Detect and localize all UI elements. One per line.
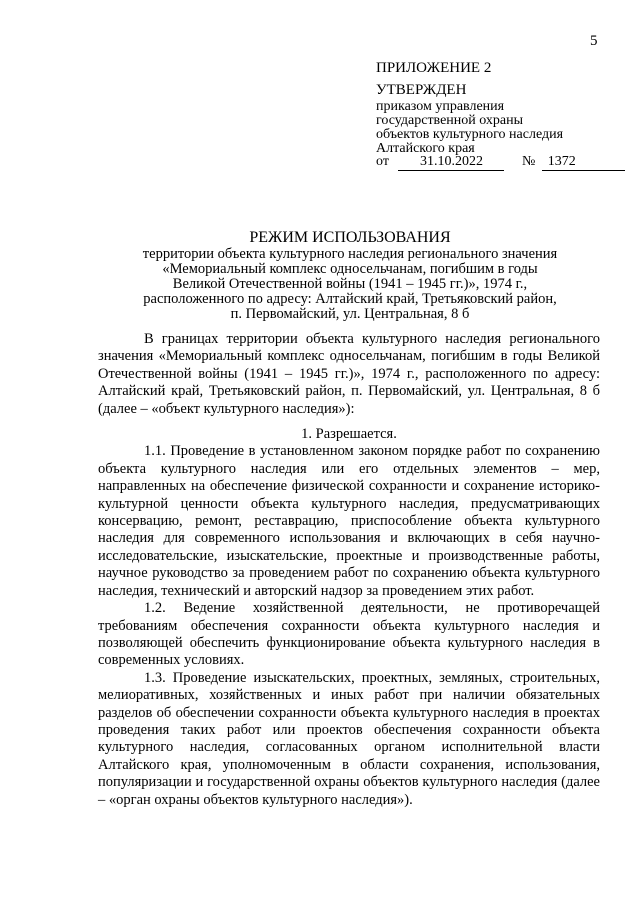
subtitle-line: расположенного по адресу: Алтайский край, Третьяковский район,: [143, 291, 557, 307]
approval-line: государственной охраны: [376, 113, 524, 128]
list-item: 1.3. Проведение изыскательских, проектных, земляных, строительных, мелиоративных, хозяйственных и иных работ при наличии обязательных разделов об обеспечении сохранности объекта культурного наследия в проектах проведения таких работ или проектов обеспечения сохранности объекта культурного наследия, согласованных органом исполнительной власти Алтайского края, уполномоченным в области сохранения, использования, популяризации и государственной охраны объектов культурного наследия (далее – «орган охраны объектов культурного наследия»).: [98, 669, 600, 808]
subtitle-line: п. Первомайский, ул. Центральная, 8 б: [230, 306, 470, 322]
approval-line: приказом управления: [376, 99, 505, 114]
page-number: 5: [590, 33, 598, 49]
section-title: 1. Разрешается.: [301, 426, 397, 443]
appendix-label: ПРИЛОЖЕНИЕ 2: [376, 60, 492, 76]
list-item: 1.1. Проведение в установленном законом порядке работ по сохранению объекта культурного наследия или его отдельных элементов – мер, направленных на обеспечение физической сохранности и сохранение историко-культурной ценности объекта культурного наследия, предусматривающих консервацию, ремонт, реставрацию, приспособление объекта культурного наследия для современного использования и включающих в себя научно-исследовательские, изыскательские, проектные и производственные работы, научное руководство за проведением работ по сохранению объекта культурного наследия, технический и авторский надзор за проведением этих работ.: [98, 443, 600, 599]
from-label: от: [376, 154, 389, 169]
document-title: РЕЖИМ ИСПОЛЬЗОВАНИЯ: [249, 229, 451, 246]
order-date: 31.10.2022: [398, 154, 504, 171]
approval-block: [376, 83, 563, 156]
subtitle-line: территории объекта культурного наследия регионального значения: [142, 246, 558, 262]
approval-line: объектов культурного наследия: [376, 127, 564, 142]
subtitle-line: «Мемориальный комплекс односельчанам, погибшим в годы: [162, 261, 538, 277]
document-body: [98, 331, 600, 809]
order-number: 1372: [542, 154, 625, 171]
approval-title: УТВЕРЖДЕН: [376, 82, 467, 98]
intro-paragraph: В границах территории объекта культурного наследия регионального значения «Мемориальный комплекс односельчанам, погибшим в годы Великой Отечественной войны (1941 – 1945 гг.)», 1974 г., расположенного по адресу: Алтайский край, Третьяковский район, п. Первомайский, ул. Центральная, 8 б (далее – «объект культурного наследия»):: [98, 331, 600, 417]
order-date-number: [376, 154, 625, 171]
number-sign: №: [521, 154, 536, 169]
subtitle-line: Великой Отечественной войны (1941 – 1945 гг.)», 1974 г.,: [172, 276, 528, 292]
list-item: 1.2. Ведение хозяйственной деятельности, не противоречащей требованиям обеспечения сохранности объекта культурного наследия и позволяющей обеспечить функционирование объекта культурного наследия в современных условиях.: [98, 600, 600, 669]
approval-line: Алтайского края: [376, 141, 475, 156]
document-heading: [110, 229, 590, 322]
